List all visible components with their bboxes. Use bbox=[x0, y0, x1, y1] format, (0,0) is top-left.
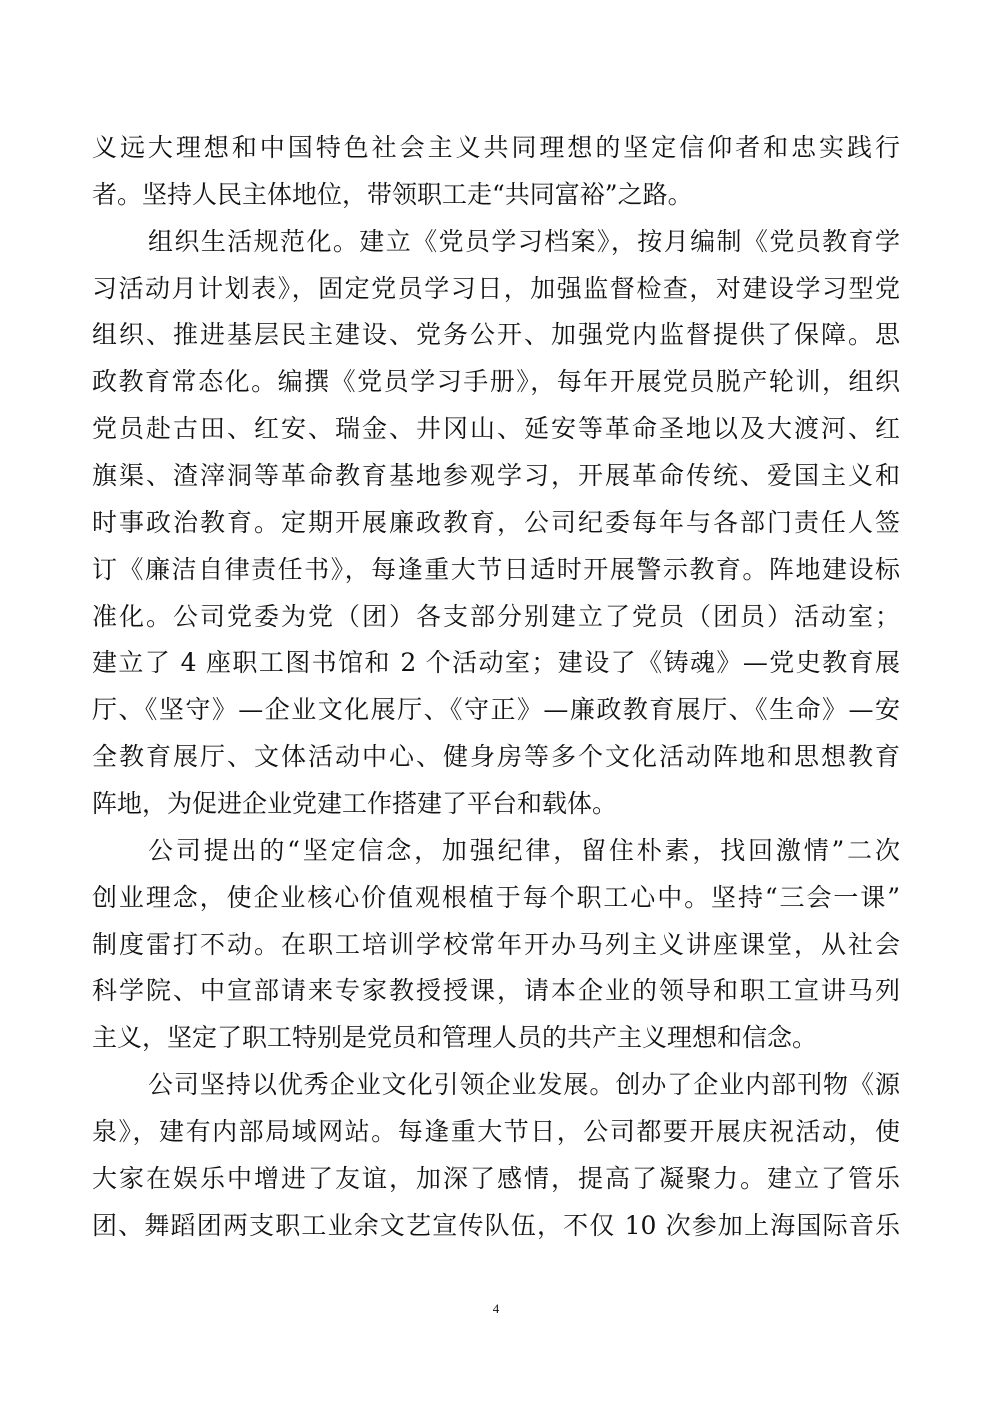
text-line: 组织生活规范化。建立《党员学习档案》，按月编制《党员教育学 bbox=[148, 226, 900, 256]
text-line: 主义，坚定了职工特别是党员和管理人员的共产主义理想和信念。 bbox=[92, 1023, 818, 1053]
text-line: 阵地，为促进企业党建工作搭建了平台和载体。 bbox=[92, 789, 618, 819]
text-line: 订《廉洁自律责任书》，每逢重大节日适时开展警示教育。阵地建设标 bbox=[92, 554, 900, 584]
text-line: 全教育展厅、文体活动中心、健身房等多个文化活动阵地和思想教育 bbox=[92, 742, 900, 772]
text-line: 制度雷打不动。在职工培训学校常年开办马列主义讲座课堂，从社会 bbox=[92, 929, 900, 959]
text-line: 创业理念，使企业核心价值观根植于每个职工心中。坚持“三会一课” bbox=[92, 882, 900, 912]
text-line: 政教育常态化。编撰《党员学习手册》，每年开展党员脱产轮训，组织 bbox=[92, 367, 900, 397]
text-line: 义远大理想和中国特色社会主义共同理想的坚定信仰者和忠实践行 bbox=[92, 133, 900, 162]
text-line: 党员赴古田、红安、瑞金、井冈山、延安等革命圣地以及大渡河、红 bbox=[92, 414, 900, 444]
paragraph bbox=[92, 828, 900, 1062]
text-line: 建立了 4 座职工图书馆和 2 个活动室；建设了《铸魂》—党史教育展 bbox=[92, 648, 900, 678]
text-line: 旗渠、渣滓洞等革命教育基地参观学习，开展革命传统、爱国主义和 bbox=[92, 461, 900, 491]
text-line: 厅、《坚守》—企业文化展厅、《守正》—廉政教育展厅、《生命》—安 bbox=[92, 695, 900, 725]
paragraph bbox=[92, 1062, 900, 1249]
text-line: 团、舞蹈团两支职工业余文艺宣传队伍，不仅 10 次参加上海国际音乐 bbox=[92, 1210, 900, 1240]
text-line: 公司坚持以优秀企业文化引领企业发展。创办了企业内部刊物《源 bbox=[148, 1070, 900, 1100]
text-line: 公司提出的“坚定信念，加强纪律，留住朴素，找回激情”二次 bbox=[148, 835, 900, 865]
paragraph bbox=[92, 219, 900, 828]
text-line: 泉》，建有内部局域网站。每逢重大节日，公司都要开展庆祝活动，使 bbox=[92, 1117, 900, 1147]
text-line: 组织、推进基层民主建设、党务公开、加强党内监督提供了保障。思 bbox=[92, 320, 900, 350]
text-line: 科学院、中宣部请来专家教授授课，请本企业的领导和职工宣讲马列 bbox=[92, 976, 900, 1006]
page-number: 4 bbox=[492, 1301, 500, 1316]
text-line: 时事政治教育。定期开展廉政教育，公司纪委每年与各部门责任人签 bbox=[92, 507, 900, 537]
text-line: 准化。公司党委为党（团）各支部分别建立了党员（团员）活动室； bbox=[92, 601, 900, 631]
paragraph bbox=[92, 125, 900, 219]
text-line: 大家在娱乐中增进了友谊，加深了感情，提高了凝聚力。建立了管乐 bbox=[92, 1163, 900, 1193]
text-line: 习活动月计划表》，固定党员学习日，加强监督检查，对建设学习型党 bbox=[92, 273, 900, 303]
body-text bbox=[92, 125, 900, 1250]
text-line: 者。坚持人民主体地位，带领职工走“共同富裕”之路。 bbox=[92, 179, 693, 209]
